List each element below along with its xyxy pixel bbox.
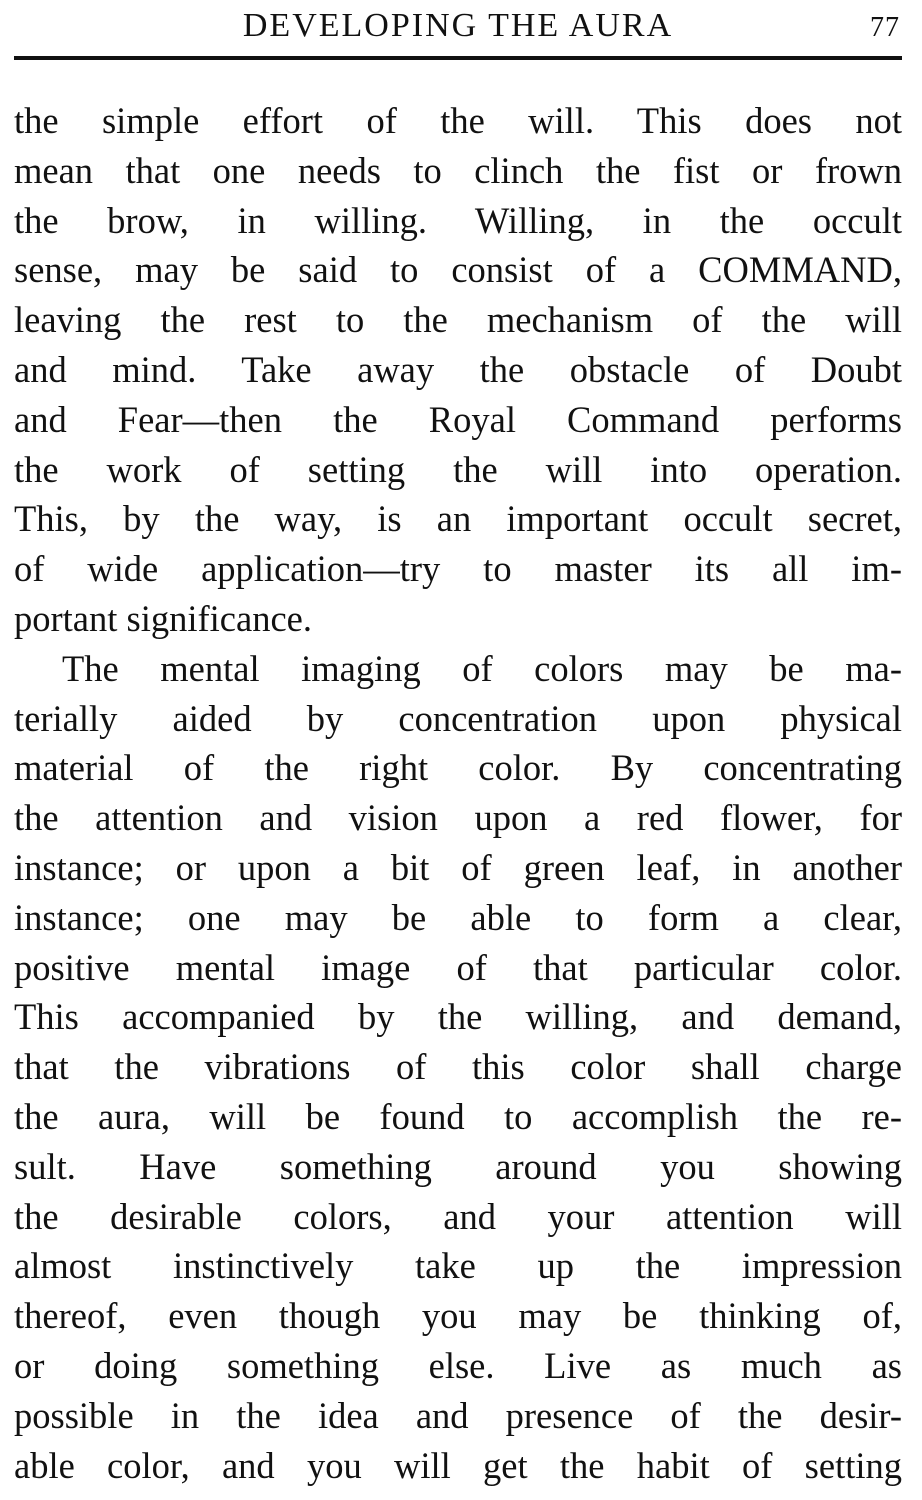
text-line: positive mental image of that particular color. [14,946,902,988]
text-line: mean that one needs to clinch the fist or frown [14,149,902,191]
text-line: the aura, will be found to accomplish the re- [14,1095,902,1137]
text-line: the desirable colors, and your attention will [14,1195,902,1237]
running-head: DEVELOPING THE AURA [242,7,674,44]
text-line: thereof, even though you may be thinking of, [14,1295,902,1337]
text-line: instance; or upon a bit of green leaf, in another [14,846,902,888]
text-line: possible in the idea and presence of the desir- [14,1394,902,1436]
text-line: sult. Have something around you showing [14,1145,902,1187]
page-number: 77 [870,12,900,43]
text-line: the simple effort of the will. This does not [14,100,902,141]
text-line: the work of setting the will into operation. [14,448,902,490]
text-line: of wide application—try to master its all im- [14,548,902,590]
text-line: and mind. Take away the obstacle of Doubt [14,348,902,390]
text-line: instance; one may be able to form a clear, [14,896,902,938]
header-rule [14,56,902,60]
text-line: the brow, in willing. Willing, in the occult [14,199,902,241]
text-line: and Fear—then the Royal Command performs [14,398,902,440]
text-line: This, by the way, is an important occult secret, [14,498,902,540]
text-line: that the vibrations of this color shall charge [14,1046,902,1088]
text-line: able color, and you will get the habit of setting [14,1444,902,1486]
text-line: terially aided by concentration upon physical [14,697,902,739]
page-header [14,0,902,60]
body-text [14,96,902,1490]
text-line: portant significance. [14,597,312,639]
text-line: almost instinctively take up the impression [14,1245,902,1287]
paragraph-2 [14,644,902,1491]
text-line: or doing something else. Live as much as [14,1344,902,1386]
text-line: This accompanied by the willing, and demand, [14,996,902,1038]
text-line: the attention and vision upon a red flower, for [14,797,902,839]
text-line: leaving the rest to the mechanism of the will [14,299,902,341]
text-line: sense, may be said to consist of a COMMAND, [14,249,902,291]
paragraph-1 [14,96,902,644]
text-line: material of the right color. By concentrating [14,747,902,789]
text-line: The mental imaging of colors may be ma- [62,647,902,689]
